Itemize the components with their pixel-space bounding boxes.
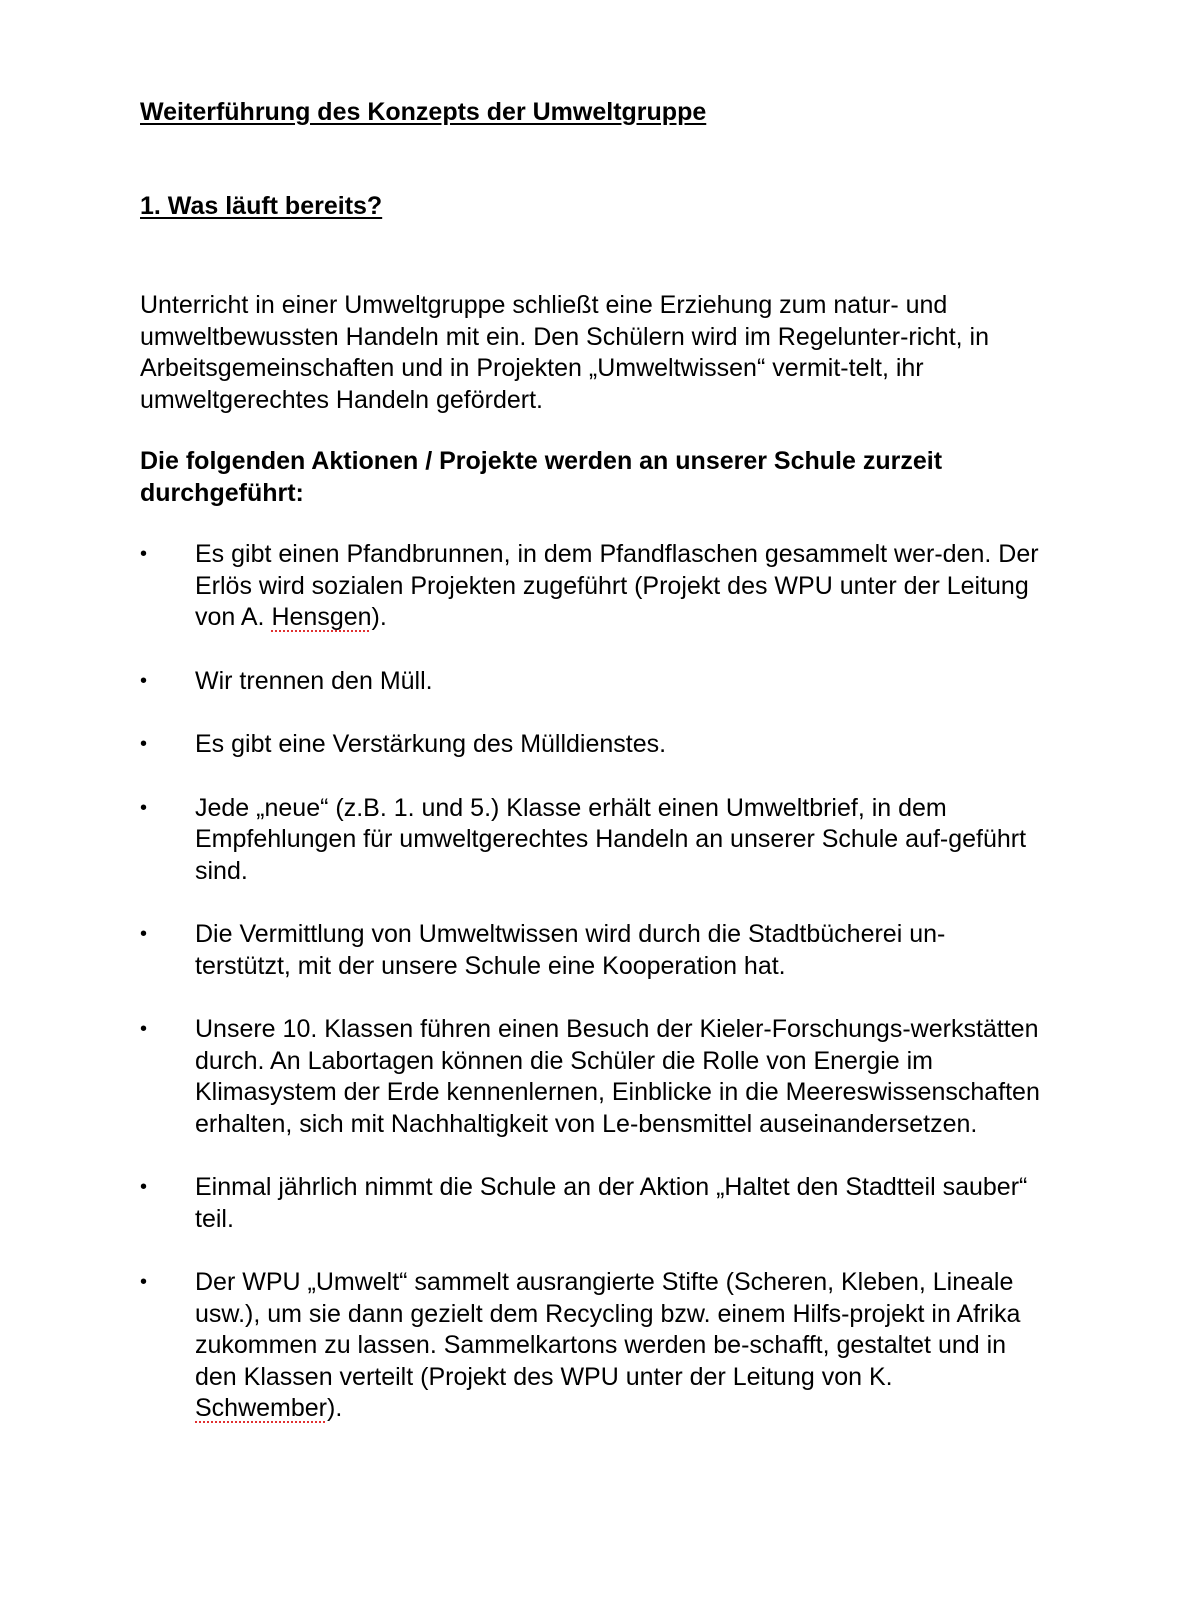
item-text-end: ).	[327, 1394, 343, 1422]
bullet-icon: •	[140, 923, 148, 945]
item-text: Es gibt einen Pfandbrunnen, in dem Pfandflaschen gesammelt wer-den. Der Erlös wird sozialen Projekten zugeführt (Projekt des WPU unter der Leitung von A.	[195, 540, 1039, 631]
bullet-icon: •	[140, 543, 148, 565]
bullet-icon: •	[140, 1018, 148, 1040]
list-item	[140, 919, 1040, 982]
spellcheck-flagged-word[interactable]: Schwember	[195, 1394, 327, 1422]
bullet-icon: •	[140, 796, 148, 819]
item-text: Die Vermittlung von Umweltwissen wird durch die Stadtbücherei un-terstützt, mit der unsere Schule eine Kooperation hat.	[195, 920, 946, 980]
lead-paragraph: Die folgenden Aktionen / Projekte werden an unserer Schule zurzeit durchgeführt:	[140, 447, 943, 507]
list-item	[140, 1014, 1040, 1140]
intro-paragraph: Unterricht in einer Umweltgruppe schließt eine Erziehung zum natur- und umweltbewussten Handeln mit ein. Den Schülern wird im Regelunter-richt, in Arbeitsgemeinschaften und in Projekten „Umweltwissen“ vermit-telt, ihr umweltgerechtes Handeln gefördert.	[140, 291, 989, 414]
item-text-end: ).	[371, 603, 387, 631]
section-heading: 1. Was läuft bereits?	[140, 192, 383, 220]
list-item	[140, 729, 1040, 761]
bullet-icon: •	[140, 733, 148, 755]
item-text: Einmal jährlich nimmt die Schule an der Aktion „Haltet den Stadtteil sauber“ teil.	[195, 1173, 1028, 1233]
item-text: Wir trennen den Müll.	[195, 666, 433, 695]
list-item	[140, 1172, 1040, 1235]
project-list	[140, 539, 1046, 1425]
list-item	[140, 539, 1040, 634]
item-text: Unsere 10. Klassen führen einen Besuch der Kieler-Forschungs-werkstätten durch. An Labortagen können die Schüler die Rolle von Energie im Klimasystem der Erde kennenlernen, Einblicke in die Meereswissenschaften erhalten, sich mit Nachhaltigkeit von Le-bensmittel auseinandersetzen.	[195, 1015, 1040, 1138]
spellcheck-flagged-word[interactable]: Hensgen	[271, 603, 372, 631]
item-text: Es gibt eine Verstärkung des Mülldienstes.	[195, 730, 667, 758]
bullet-icon: •	[140, 1176, 148, 1198]
item-text: Jede „neue“ (z.B. 1. und 5.) Klasse erhält einen Umweltbrief, in dem Empfehlungen für umweltgerechtes Handeln an unserer Schule auf-geführt sind.	[195, 793, 1027, 885]
document-title: Weiterführung des Konzepts der Umweltgruppe	[140, 98, 707, 126]
bullet-icon: •	[140, 1271, 148, 1293]
item-text: Der WPU „Umwelt“ sammelt ausrangierte Stifte (Scheren, Kleben, Lineale usw.), um sie dann gezielt dem Recycling bzw. einem Hilfs-projekt in Afrika zukommen zu lassen. Sammelkartons werden be-schafft, gestaltet und in den Klassen verteilt (Projekt des WPU unter der Leitung von K.	[195, 1268, 1021, 1391]
list-item	[140, 1267, 1040, 1425]
bullet-icon: •	[140, 669, 148, 692]
list-item	[140, 666, 1040, 698]
list-item	[140, 793, 1040, 888]
